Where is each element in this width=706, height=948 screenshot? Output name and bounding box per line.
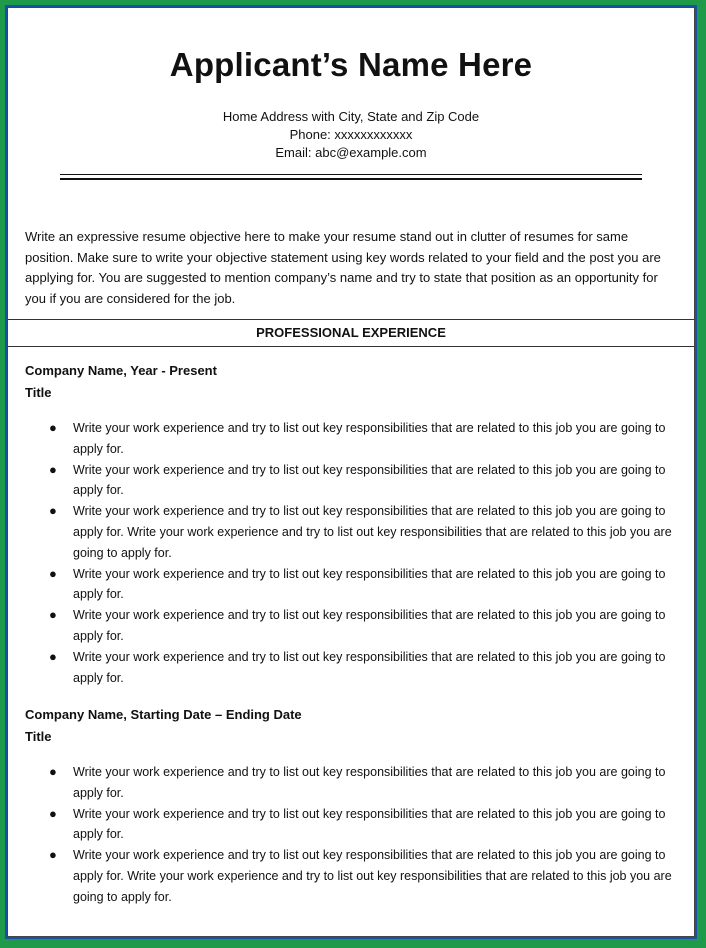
list-item: ● Write your work experience and try to list out key responsibilities that are related to this job you are going to apply for. Write your work experience and try to list out key responsibilities that are related to this job you are going to apply for. <box>49 503 672 560</box>
bullet-icon: ● <box>49 420 57 435</box>
job-title: Title <box>25 385 52 400</box>
list-item: ● Write your work experience and try to list out key responsibilities that are related to this job you are going to apply for. <box>49 648 666 685</box>
list-item: ● Write your work experience and try to list out key responsibilities that are related to this job you are going to apply for. <box>49 461 666 498</box>
home-address: Home Address with City, State and Zip Code <box>222 109 480 124</box>
section-heading-experience: PROFESSIONAL EXPERIENCE <box>8 319 694 347</box>
contact-block <box>8 108 694 162</box>
objective-paragraph: Write an expressive resume objective here to make your resume stand out in clutter of resumes for same position. Make sure to write your objective statement using key words related to your field and the post you are applying for. You are suggested to mention company’s name and try to state that position as an opportunity for you if you are considered for the job. <box>25 229 661 306</box>
header-divider-thick <box>60 178 642 180</box>
resume-page <box>7 7 695 937</box>
bullet-icon: ● <box>49 607 57 623</box>
bullet-icon: ● <box>49 648 57 664</box>
list-item: ● Write your work experience and try to list out key responsibilities that are related to this job you are going to apply for. <box>49 805 666 842</box>
responsibility-list <box>25 418 672 688</box>
list-item: ● Write your work experience and try to list out key responsibilities that are related to this job you are going to apply for. <box>49 764 666 800</box>
list-item: ● Write your work experience and try to list out key responsibilities that are related to this job you are going to apply for. <box>49 607 666 643</box>
header-divider-thin <box>60 174 642 175</box>
list-item: ● Write your work experience and try to list out key responsibilities that are related to this job you are going to apply for. <box>49 565 666 602</box>
job-title: Title <box>25 729 52 744</box>
list-item: ● Write your work experience and try to list out key responsibilities that are related to this job you are going to apply for. Write your work experience and try to list out key responsibilities that are related to this job you are going to apply for. <box>49 847 672 904</box>
responsibility-list <box>25 762 672 908</box>
list-item: ● Write your work experience and try to list out key responsibilities that are related to this job you are going to apply for. <box>49 420 666 456</box>
job-entry <box>25 360 672 688</box>
bullet-icon: ● <box>49 565 57 581</box>
bullet-icon: ● <box>49 805 57 821</box>
phone: Phone: xxxxxxxxxxxx <box>289 127 413 142</box>
bullet-icon: ● <box>49 847 57 863</box>
applicant-name: Applicant’s Name Here <box>169 46 533 83</box>
company-name: Company Name, Year - Present <box>25 363 217 378</box>
bullet-icon: ● <box>49 503 57 519</box>
job-entry <box>25 704 672 908</box>
bullet-icon: ● <box>49 764 57 779</box>
page-border <box>5 5 697 939</box>
bullet-icon: ● <box>49 461 57 477</box>
email: Email: abc@example.com <box>275 145 427 160</box>
company-name: Company Name, Starting Date – Ending Date <box>25 707 302 722</box>
